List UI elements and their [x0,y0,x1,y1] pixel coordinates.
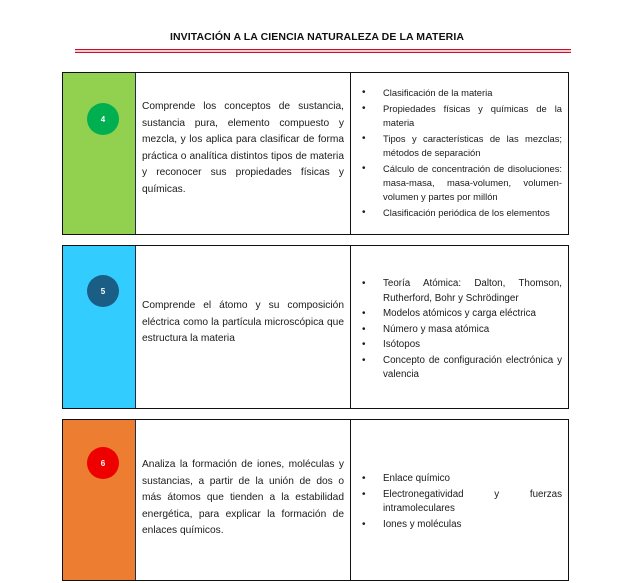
description-cell [136,246,351,408]
topic-item: • Propiedades físicas y químicas de la materia [359,102,562,130]
topic-item: • Clasificación periódica de los elementos [359,206,562,220]
topics-list [359,472,562,533]
number-badge: 4 [87,103,119,135]
topic-item: • Tipos y características de las mezclas; métodos de separación [359,132,562,160]
topic-item: • Clasificación de la materia [359,86,562,100]
topic-item: • Número y masa atómica [359,323,562,338]
color-band [63,246,136,408]
competency-description: Analiza la formación de iones, moléculas y sustancias, a partir de la unión de dos o más átomos que tienden a la estabilidad energética, para explicar la formación de enlaces químicos. [142,459,344,536]
topic-item: • Cálculo de concentración de disoluciones: masa-masa, masa-volumen, volumen-volumen y partes por millón [359,162,562,204]
competency-block-4 [62,72,569,235]
topic-item: • Iones y moléculas [359,518,562,533]
topics-cell [351,73,568,234]
topic-item: • Isótopos [359,338,562,353]
topic-item: • Modelos atómicos y carga eléctrica [359,307,562,322]
topic-item: • Teoría Atómica: Dalton, Thomson, Rutherford, Bohr y Schrödinger [359,277,562,306]
number-badge: 6 [87,447,119,479]
topics-cell [351,420,568,580]
topics-list [359,86,562,222]
competency-block-5 [62,245,569,409]
competency-description: Comprende el átomo y su composición eléctrica como la partícula microscópica que estructura la materia [142,300,344,344]
topics-cell [351,246,568,408]
topics-list [359,277,562,384]
number-badge: 5 [87,275,119,307]
competency-block-6 [62,419,569,581]
color-band [63,420,136,580]
color-band [63,73,136,234]
title-underline [75,49,571,53]
document-title: INVITACIÓN A LA CIENCIA NATURALEZA DE LA MATERIA [169,31,465,43]
competency-description: Comprende los conceptos de sustancia, sustancia pura, elemento compuesto y mezcla, y los aplica para clasificar de forma práctica o analítica distintos tipos de materia y reconocer sus propiedades físicas y químicas. [142,101,344,195]
topic-item: • Enlace químico [359,472,562,487]
topic-item: • Concepto de configuración electrónica y valencia [359,354,562,383]
topic-item: • Electronegatividad y fuerzas intramoleculares [359,488,562,517]
description-cell [136,73,351,234]
description-cell [136,420,351,580]
